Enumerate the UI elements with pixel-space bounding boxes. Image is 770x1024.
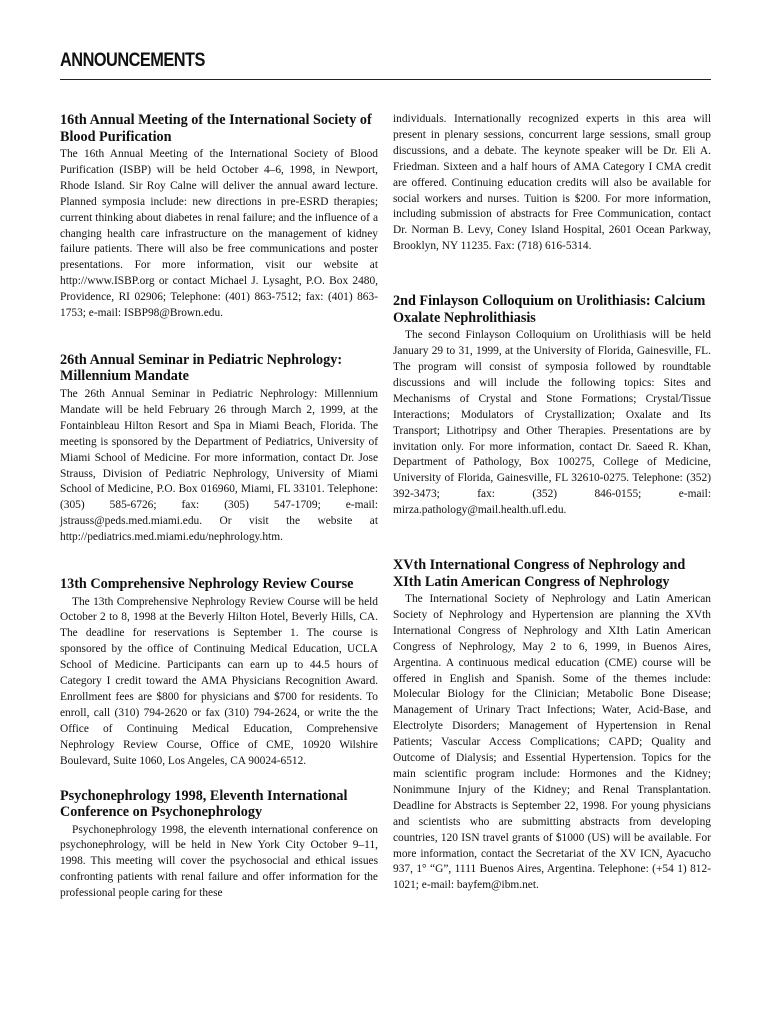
article-international-congress <box>393 557 711 894</box>
article-finlayson-colloquium <box>393 293 711 519</box>
article-heading: 13th Comprehensive Nephrology Review Course <box>60 576 354 593</box>
article-heading: 2nd Finlayson Colloquium on Urolithiasis: Calcium Oxalate Nephrolithiasis <box>393 293 706 326</box>
article-body: The 13th Comprehensive Nephrology Review Course will be held October 2 to 8, 1998 at the Beverly Hilton Hotel, Beverly Hills, CA. The deadline for reservations is September 1. The course is sponsored by the office of Continuing Medical Education, UCLA School of Medicine. Participants can earn up to 44.5 hours of Category I credit toward the AMA Physicians Recognition Award. Enrollment fees are $800 for physicians and $700 for residents. To enroll, call (310) 794-2620 or fax (310) 794-2624, or write the the Office of Continuing Medical Education, Comprehensive Nephrology Review Course, Office of CME, 10920 Wilshire Boulevard, Suite 1060, Los Angeles, CA 90024-6512. <box>60 595 378 767</box>
article-body: The International Society of Nephrology and Latin American Society of Nephrology and Hypertension are planning the XVth International Congress of Nephrology and XIth Latin American Congress of Nephrology, May 2 to 6, 1999, in Buenos Aires, Argentina. A continuous medical education (CME) course will be offered in English and Spanish. Some of the themes include: Molecular Biology for the Clinician; Metabolic Bone Disease; Management of Urinary Tract Infections; Water, Acid-Base, and Electrolyte Disorders; Management of Hypertension in Renal Patients; Vascular Access Complications; CAPD; Quality and Outcome of Dialysis; and Essential Hypertension. Topics for the main scientific program include: Hormones and the Kidney; Nonimmune Injury of the Kidney; and Renal Transplantation. Deadline for Abstracts is September 22, 1998. For young physicians and scientists who are submitting abstracts from developing countries, 120 ISN travel grants of $1000 (US) will be available. For more information, contact the Secretariat of the XV ICN, Ayacucho 937, 1° “G”, 1111 Buenos Aires, Argentina. Telephone: (+54 1) 812-1021; e-mail: bayfem@ibm.net. <box>393 593 711 892</box>
article-heading: 26th Annual Seminar in Pediatric Nephrology: Millennium Mandate <box>60 351 343 385</box>
header-rule <box>60 79 711 80</box>
article-pediatric-seminar <box>60 352 378 546</box>
article-body: Psychonephrology 1998, the eleventh international conference on psychonephrology, will be held in New York City October 9–11, 1998. This meeting will cover the psychosocial and ethical issues confronting patients with renal failure and offer information for the professional people caring for these <box>60 823 378 900</box>
article-review-course <box>60 576 378 769</box>
article-heading: XVth International Congress of Nephrology and XIth Latin American Congress of Nephrology <box>393 557 686 590</box>
right-column <box>393 112 711 894</box>
article-heading: 16th Annual Meeting of the International Society of Blood Purification <box>60 112 372 145</box>
article-body: The 16th Annual Meeting of the International Society of Blood Purification (ISBP) will be held October 4–6, 1998, in Newport, Rhode Island. Sir Roy Calne will deliver the annual award lecture. Planned symposia include: new directions in pre-ESRD therapies; current thinking about diabetes in renal failure; and the influence of a changing health care infrastructure on the management of kidney failure patients. There will also be free communications and poster presentations. For more information, visit our website at http://www.ISBP.org or contact Michael J. Lysaght, P.O. Box 2480, Providence, RI 02906; Telephone: (401) 863-7512; fax: (401) 863-1753; e-mail: ISBP98@Brown.edu. <box>60 148 378 320</box>
article-body: The 26th Annual Seminar in Pediatric Nephrology: Millennium Mandate will be held February 26 through March 2, 1999, at the Fontainbleau Hilton Resort and Spa in Miami Beach, Florida. The meeting is sponsored by the Department of Pediatrics, University of Miami School of Medicine. For more information, contact Dr. Jose Strauss, Division of Pediatric Nephrology, University of Miami School of Medicine, P.O. Box 016960, Miami, FL 33101. Telephone: (305) 585-6726; fax: (305) 547-1709; e-mail: jstrauss@peds.med.miami.edu. Or visit the website at http://pediatrics.med.miami.edu/nephrology.htm. <box>60 387 378 544</box>
article-psychonephrology <box>60 788 378 903</box>
article-heading: Psychonephrology 1998, Eleventh International Conference on Psychonephrology <box>60 787 348 820</box>
section-title: ANNOUNCEMENTS <box>60 50 205 71</box>
article-isbp <box>60 112 378 322</box>
article-body: The second Finlayson Colloquium on Urolithiasis will be held January 29 to 31, 1999, at the University of Florida, Gainesville, FL. The program will consist of symposia followed by roundtable discussions and will include the following topics: Sites and Mechanisms of Crystal and Stone Formations; Crystal/Tissue Interactions; Modulators of Crystallization; Oxalate and Its Transport; Lithotripsy and Other Therapies. Presentations are by invitation only. For more information, contact Dr. Saeed R. Khan, Department of Pathology, Box 100275, College of Medicine, University of Florida, Gainesville, FL 32610-0275. Telephone: (352) 392-3473; fax: (352) 846-0155; e-mail: mirza.pathology@mail.health.ufl.edu. <box>393 329 711 517</box>
article-continuation: individuals. Internationally recognized experts in this area will present in plenary sessions, concurrent large sessions, small group discussions, and a debate. The keynote speaker will be Dr. Eli A. Friedman. Sixteen and a half hours of AMA Category I CMA credit are offered. Continuing education credits will also be available for social workers and nurses. Tuition is $200. For more information, including submission of abstracts for Free Communication, contact Dr. Norman B. Levy, Coney Island Hospital, 2601 Ocean Parkway, Brooklyn, NY 11235. Fax: (718) 616-5314. <box>393 113 711 253</box>
left-column <box>60 112 378 902</box>
